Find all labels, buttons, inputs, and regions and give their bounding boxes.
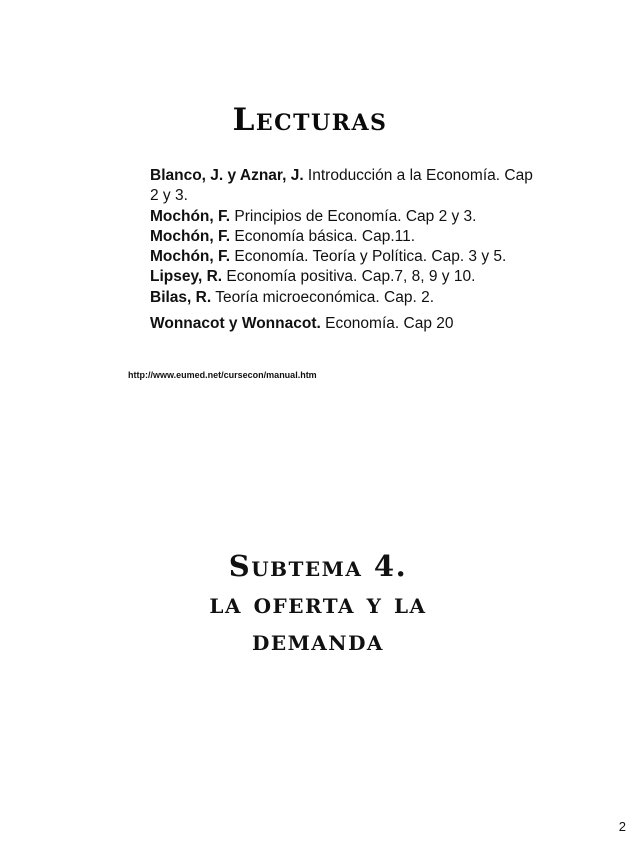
reference-text: Economía positiva. Cap.7, 8, 9 y 10. bbox=[222, 268, 476, 286]
reference-text: Teoría microeconómica. Cap. 2. bbox=[211, 288, 435, 306]
subtopic-heading bbox=[0, 548, 636, 659]
reference-author: Mochón, F. bbox=[150, 248, 231, 266]
reference-item bbox=[150, 247, 535, 267]
page-number: 2 bbox=[618, 819, 626, 834]
reference-author: Wonnacot y Wonnacot. bbox=[150, 315, 321, 333]
subtopic-line: demanda bbox=[252, 623, 384, 657]
reference-item bbox=[150, 207, 535, 227]
reference-item bbox=[150, 288, 535, 308]
reference-item bbox=[150, 166, 535, 207]
reference-text: Economía básica. Cap.11. bbox=[230, 227, 416, 245]
reference-item bbox=[150, 267, 535, 287]
reference-author: Lipsey, R. bbox=[150, 268, 223, 286]
reference-author: Bilas, R. bbox=[150, 288, 212, 306]
subtopic-line: la oferta y la bbox=[209, 586, 427, 620]
reference-list bbox=[150, 166, 535, 334]
reference-item bbox=[150, 314, 535, 334]
subtopic-line: Subtema 4. bbox=[228, 549, 408, 583]
reference-text: Economía. Cap 20 bbox=[320, 315, 454, 333]
reference-url: http://www.eumed.net/cursecon/manual.htm bbox=[128, 370, 317, 380]
reference-item bbox=[150, 227, 535, 247]
reference-author: Blanco, J. y Aznar, J. bbox=[150, 167, 304, 184]
section-title: Lecturas bbox=[232, 102, 388, 138]
reference-text: Introducción a la Economía. Cap 2 y 3. bbox=[150, 167, 533, 205]
reference-author: Mochón, F. bbox=[150, 227, 231, 245]
reference-text: Principios de Economía. Cap 2 y 3. bbox=[230, 207, 477, 225]
reference-author: Mochón, F. bbox=[150, 207, 231, 225]
reference-text: Economía. Teoría y Política. Cap. 3 y 5. bbox=[230, 248, 507, 266]
